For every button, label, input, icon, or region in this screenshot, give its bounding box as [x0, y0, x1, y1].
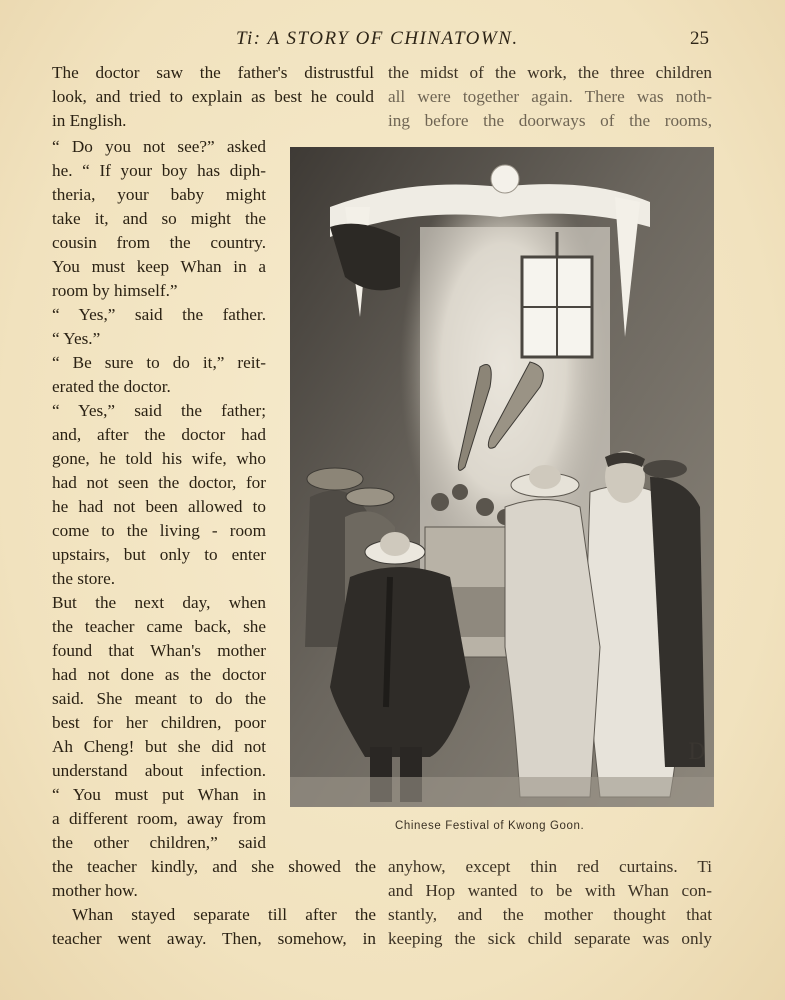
paragraph-line: ing before the doorways of the rooms,	[388, 111, 712, 130]
paragraph-line: gone, he told his wife, who	[52, 449, 266, 468]
paragraph-line: Whan stayed separate till after the	[72, 905, 376, 924]
paragraph-line: found that Whan's mother	[52, 641, 266, 660]
paragraph-line: in English.	[52, 111, 127, 130]
paragraph-line: all were together again. There was noth-	[388, 87, 712, 106]
paragraph-line: best for her children, poor	[52, 713, 266, 732]
page-header	[0, 28, 785, 54]
paragraph-line: “ Do you not see?” asked	[52, 137, 266, 156]
paragraph-line: anyhow, except thin red curtains. Ti	[388, 857, 712, 876]
paragraph-line: “ Yes.”	[52, 329, 101, 348]
paragraph-line: he had not been allowed to	[52, 497, 266, 516]
engraving-image	[290, 147, 714, 807]
paragraph-line: room by himself.”	[52, 281, 178, 300]
paragraph-line: the store.	[52, 569, 116, 588]
paragraph-line: “ You must put Whan in	[52, 785, 266, 804]
paragraph-line: teacher went away. Then, somehow, in	[52, 929, 376, 948]
paragraph-line: But the next day, when	[52, 593, 266, 612]
page-number: 25	[690, 28, 709, 49]
paragraph-line: keeping the sick child separate was only	[388, 929, 712, 948]
paragraph-line: and Hop wanted to be with Whan con-	[388, 881, 712, 900]
paragraph-line: come to the living - room	[52, 521, 266, 540]
paragraph-line: said. She meant to do the	[52, 689, 266, 708]
paragraph-line: the midst of the work, the three children	[388, 63, 712, 82]
paragraph-line: theria, your baby might	[52, 185, 266, 204]
paragraph-line: upstairs, but only to enter	[52, 545, 266, 564]
paragraph-line: had not done as the doctor	[52, 665, 266, 684]
paragraph-line: take it, and so might the	[52, 209, 266, 228]
paragraph-line: he. “ If your boy has diph-	[52, 161, 266, 180]
paragraph-line: mother how.	[52, 881, 138, 900]
paragraph-line: and, after the doctor had	[52, 425, 266, 444]
paragraph-line: erated the doctor.	[52, 377, 171, 396]
paragraph-line: had not seen the doctor, for	[52, 473, 266, 492]
paragraph-line: “ Be sure to do it,” reit-	[52, 353, 266, 372]
paragraph-line: the teacher came back, she	[52, 617, 266, 636]
paragraph-line: You must keep Whan in a	[52, 257, 266, 276]
paragraph-line: “ Yes,” said the father.	[52, 305, 266, 324]
paragraph-line: cousin from the country.	[52, 233, 266, 252]
paragraph-line: “ Yes,” said the father;	[52, 401, 266, 420]
paragraph-line: a different room, away from	[52, 809, 266, 828]
paragraph-line: look, and tried to explain as best he could	[52, 87, 374, 106]
paragraph-line: understand about infection.	[52, 761, 266, 780]
paragraph-line: Ah Cheng! but she did not	[52, 737, 266, 756]
paragraph-line: the teacher kindly, and she showed the	[52, 857, 376, 876]
paragraph-line: stantly, and the mother thought that	[388, 905, 712, 924]
illustration-caption: Chinese Festival of Kwong Goon.	[395, 820, 585, 832]
festival-illustration	[290, 147, 714, 807]
paragraph-line: the other children,” said	[52, 833, 266, 852]
artist-monogram: D	[688, 740, 706, 765]
running-title: Ti: A STORY OF CHINATOWN.	[236, 28, 519, 49]
paragraph-line: The doctor saw the father's distrustful	[52, 63, 374, 82]
